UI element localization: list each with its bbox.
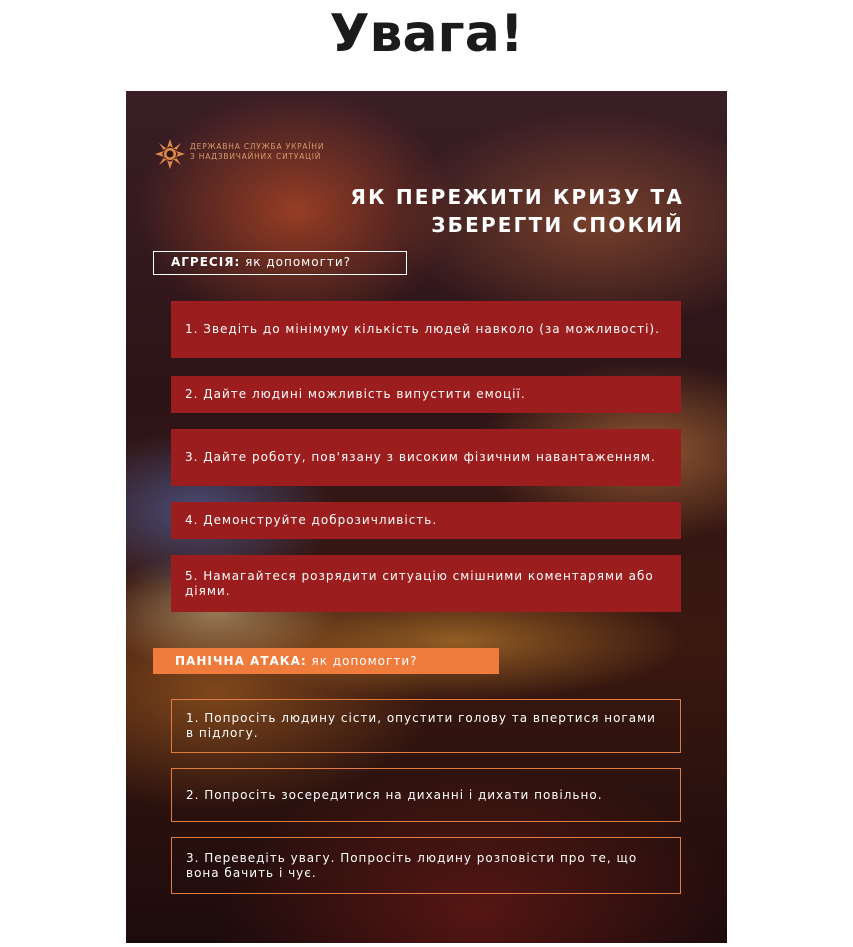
aggression-tip-text: 2. Дайте людині можливість випустити емоції.: [185, 387, 526, 401]
poster-title: [276, 183, 684, 239]
poster-title-line-1: ЯК ПЕРЕЖИТИ КРИЗУ ТА: [350, 185, 684, 209]
aggression-section-header: [153, 251, 407, 275]
org-name-line-1: ДЕРЖАВНА СЛУЖБА УКРАЇНИ: [190, 142, 325, 151]
poster: [126, 91, 727, 943]
panic-tip-1: [171, 699, 681, 753]
org-name-line-2: З НАДЗВИЧАЙНИХ СИТУАЦІЙ: [190, 152, 322, 161]
panic-tip-text: 1. Попросіть людину сісти, опустити голову та впертися ногами в підлогу.: [186, 711, 656, 740]
aggression-tip-2: [171, 376, 681, 413]
page-title: Увага!: [329, 4, 524, 64]
panic-tip-text: 3. Переведіть увагу. Попросіть людину розповісти про те, що вона бачить і чує.: [186, 850, 638, 880]
aggression-tip-4: [171, 502, 681, 539]
dsns-emblem-icon: [154, 138, 186, 170]
aggression-tip-3: [171, 429, 681, 486]
poster-title-line-2: ЗБЕРЕГТИ СПОКИЙ: [431, 213, 684, 237]
panic-header-rest: як допомогти?: [306, 654, 418, 668]
panic-tip-2: [171, 768, 681, 822]
aggression-tip-text: 4. Демонструйте доброзичливість.: [185, 513, 438, 527]
aggression-tip-1: [171, 301, 681, 358]
aggression-tip-text: 5. Намагайтеся розрядити ситуацію смішними коментарями або діями.: [185, 568, 654, 598]
aggression-tip-text: 1. Зведіть до мінімуму кількість людей навколо (за можливості).: [185, 322, 660, 336]
aggression-tip-5: [171, 555, 681, 612]
panic-section-header: [153, 648, 499, 674]
panic-header-bold: ПАНІЧНА АТАКА:: [175, 654, 307, 668]
aggression-header-bold: АГРЕСІЯ:: [171, 255, 241, 269]
panic-tip-3: [171, 837, 681, 894]
aggression-tip-text: 3. Дайте роботу, пов'язану з високим фізичним навантаженням.: [185, 450, 656, 464]
aggression-header-rest: як допомогти?: [240, 255, 352, 269]
panic-tip-text: 2. Попросіть зосередитися на диханні і дихати повільно.: [186, 787, 603, 802]
org-name: [190, 142, 430, 162]
